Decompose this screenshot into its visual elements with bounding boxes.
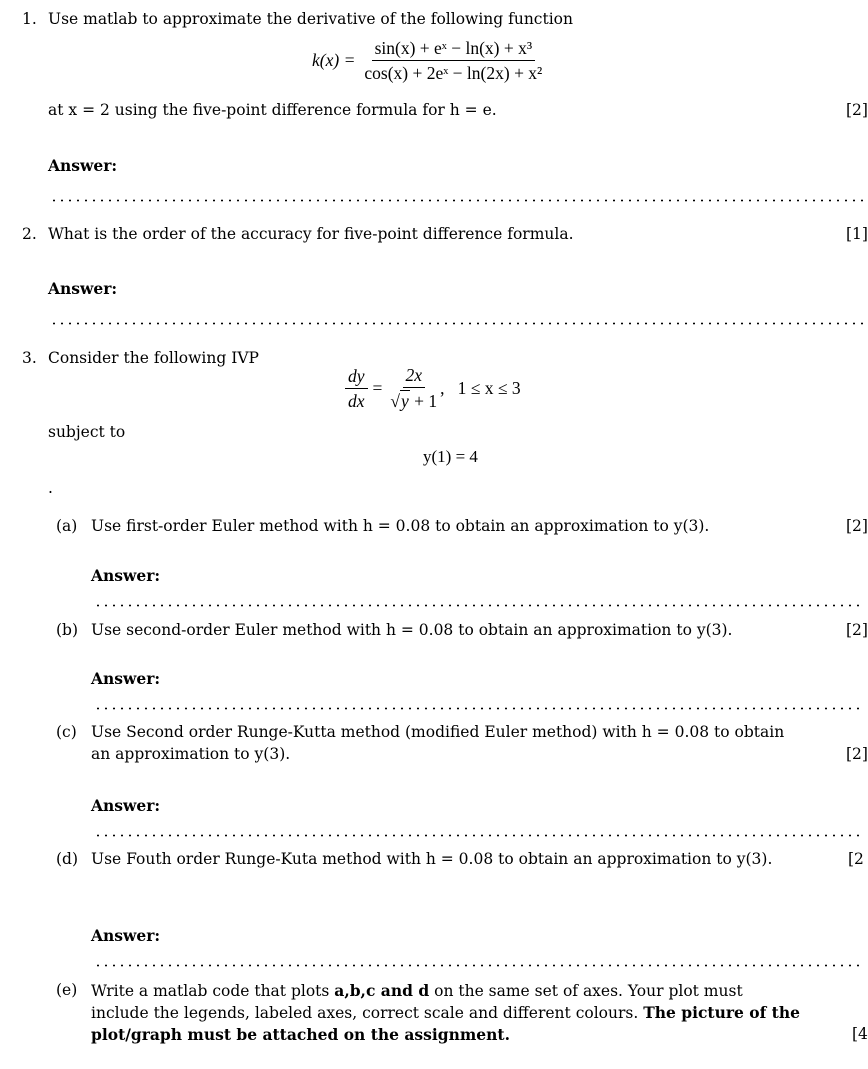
q3b-label: (b) — [56, 621, 79, 639]
q3e-line2-pre: include the legends, labeled axes, correct scale and different colours. — [91, 1004, 644, 1022]
q1-answer-line[interactable] — [50, 199, 864, 202]
q3-subject-to: subject to — [48, 423, 126, 441]
q3e-line2 — [91, 1003, 800, 1022]
q3b-answer-label: Answer: — [91, 669, 161, 688]
q3e-line1-bold: a,b,c and d — [334, 981, 430, 1000]
q3-prompt: Consider the following IVP — [48, 349, 259, 367]
q3e-line2-bold: The picture of the — [643, 1003, 800, 1022]
q3e-marks: [4 — [852, 1025, 868, 1043]
q1-numerator: sin(x) + eˣ − ln(x) + x³ — [372, 38, 536, 61]
q3e-line1 — [91, 981, 743, 1000]
q3b-marks: [2] — [846, 621, 868, 639]
q3c-label: (c) — [56, 723, 77, 741]
q3b-answer-line[interactable] — [94, 707, 864, 710]
q3a-label: (a) — [56, 517, 78, 535]
q3a-marks: [2] — [846, 517, 868, 535]
q3a-answer-line[interactable] — [94, 604, 864, 607]
q1-equation-lhs: k(x) = — [312, 50, 356, 71]
q3-initial-condition: y(1) = 4 — [423, 447, 478, 466]
q3-ode-radicand: y — [401, 391, 409, 412]
q2-marks: [1] — [846, 225, 868, 243]
q2-answer-label: Answer: — [48, 279, 118, 298]
q1-condition: at x = 2 using the five-point difference formula for h = e. — [48, 101, 497, 119]
q1-answer-label: Answer: — [48, 156, 118, 175]
q1-denominator: cos(x) + 2eˣ − ln(2x) + x² — [364, 63, 543, 84]
q3e-label: (e) — [56, 981, 78, 999]
q3-ode-rhs-num: 2x — [403, 365, 426, 388]
q3d-label: (d) — [56, 850, 79, 868]
q3c-text-line1: Use Second order Runge-Kutta method (modified Euler method) with h = 0.08 to obtain — [91, 723, 785, 741]
q3d-marks: [2 — [848, 850, 864, 868]
q1-number: 1. — [22, 10, 37, 28]
q1-prompt: Use matlab to approximate the derivative of the following function — [48, 10, 573, 28]
q2-prompt: What is the order of the accuracy for five-point difference formula. — [48, 225, 574, 243]
q3-ode-den-tail: + 1 — [414, 391, 438, 412]
q3-ode-range: , 1 ≤ x ≤ 3 — [440, 377, 521, 398]
q1-marks: [2] — [846, 101, 868, 119]
q1-equation — [312, 38, 545, 83]
q3c-answer-label: Answer: — [91, 796, 161, 815]
q3d-answer-label: Answer: — [91, 926, 161, 945]
q3-ode-lhs-num: dy — [345, 366, 368, 389]
q3c-answer-line[interactable] — [94, 834, 864, 837]
q2-answer-line[interactable] — [50, 322, 864, 325]
q3-number: 3. — [22, 349, 37, 367]
q3e-line1-post: on the same set of axes. Your plot must — [429, 982, 743, 1000]
q2-number: 2. — [22, 225, 37, 243]
q3-ode-lhs-den: dx — [348, 390, 365, 411]
q3-stray-mark: . — [48, 479, 53, 497]
q3b-text: Use second-order Euler method with h = 0.08 to obtain an approximation to y(3). — [91, 621, 733, 639]
q3e-line1-pre: Write a matlab code that plots — [91, 982, 335, 1000]
q3e-line3-bold: plot/graph must be attached on the assignment. — [91, 1025, 510, 1044]
q3c-marks: [2] — [846, 745, 868, 763]
q3c-text-line2: an approximation to y(3). — [91, 745, 291, 763]
q3a-answer-label: Answer: — [91, 566, 161, 585]
q3-ode: $\frac{dy}{dx}$ = $\frac{2x}{√y + 1}$ , 1 ≤ x ≤ 3 — [345, 365, 521, 411]
q3d-answer-line[interactable] — [94, 964, 864, 967]
q3d-text: Use Fouth order Runge-Kuta method with h = 0.08 to obtain an approximation to y(3). — [91, 850, 773, 868]
q3a-text: Use first-order Euler method with h = 0.08 to obtain an approximation to y(3). — [91, 517, 710, 535]
